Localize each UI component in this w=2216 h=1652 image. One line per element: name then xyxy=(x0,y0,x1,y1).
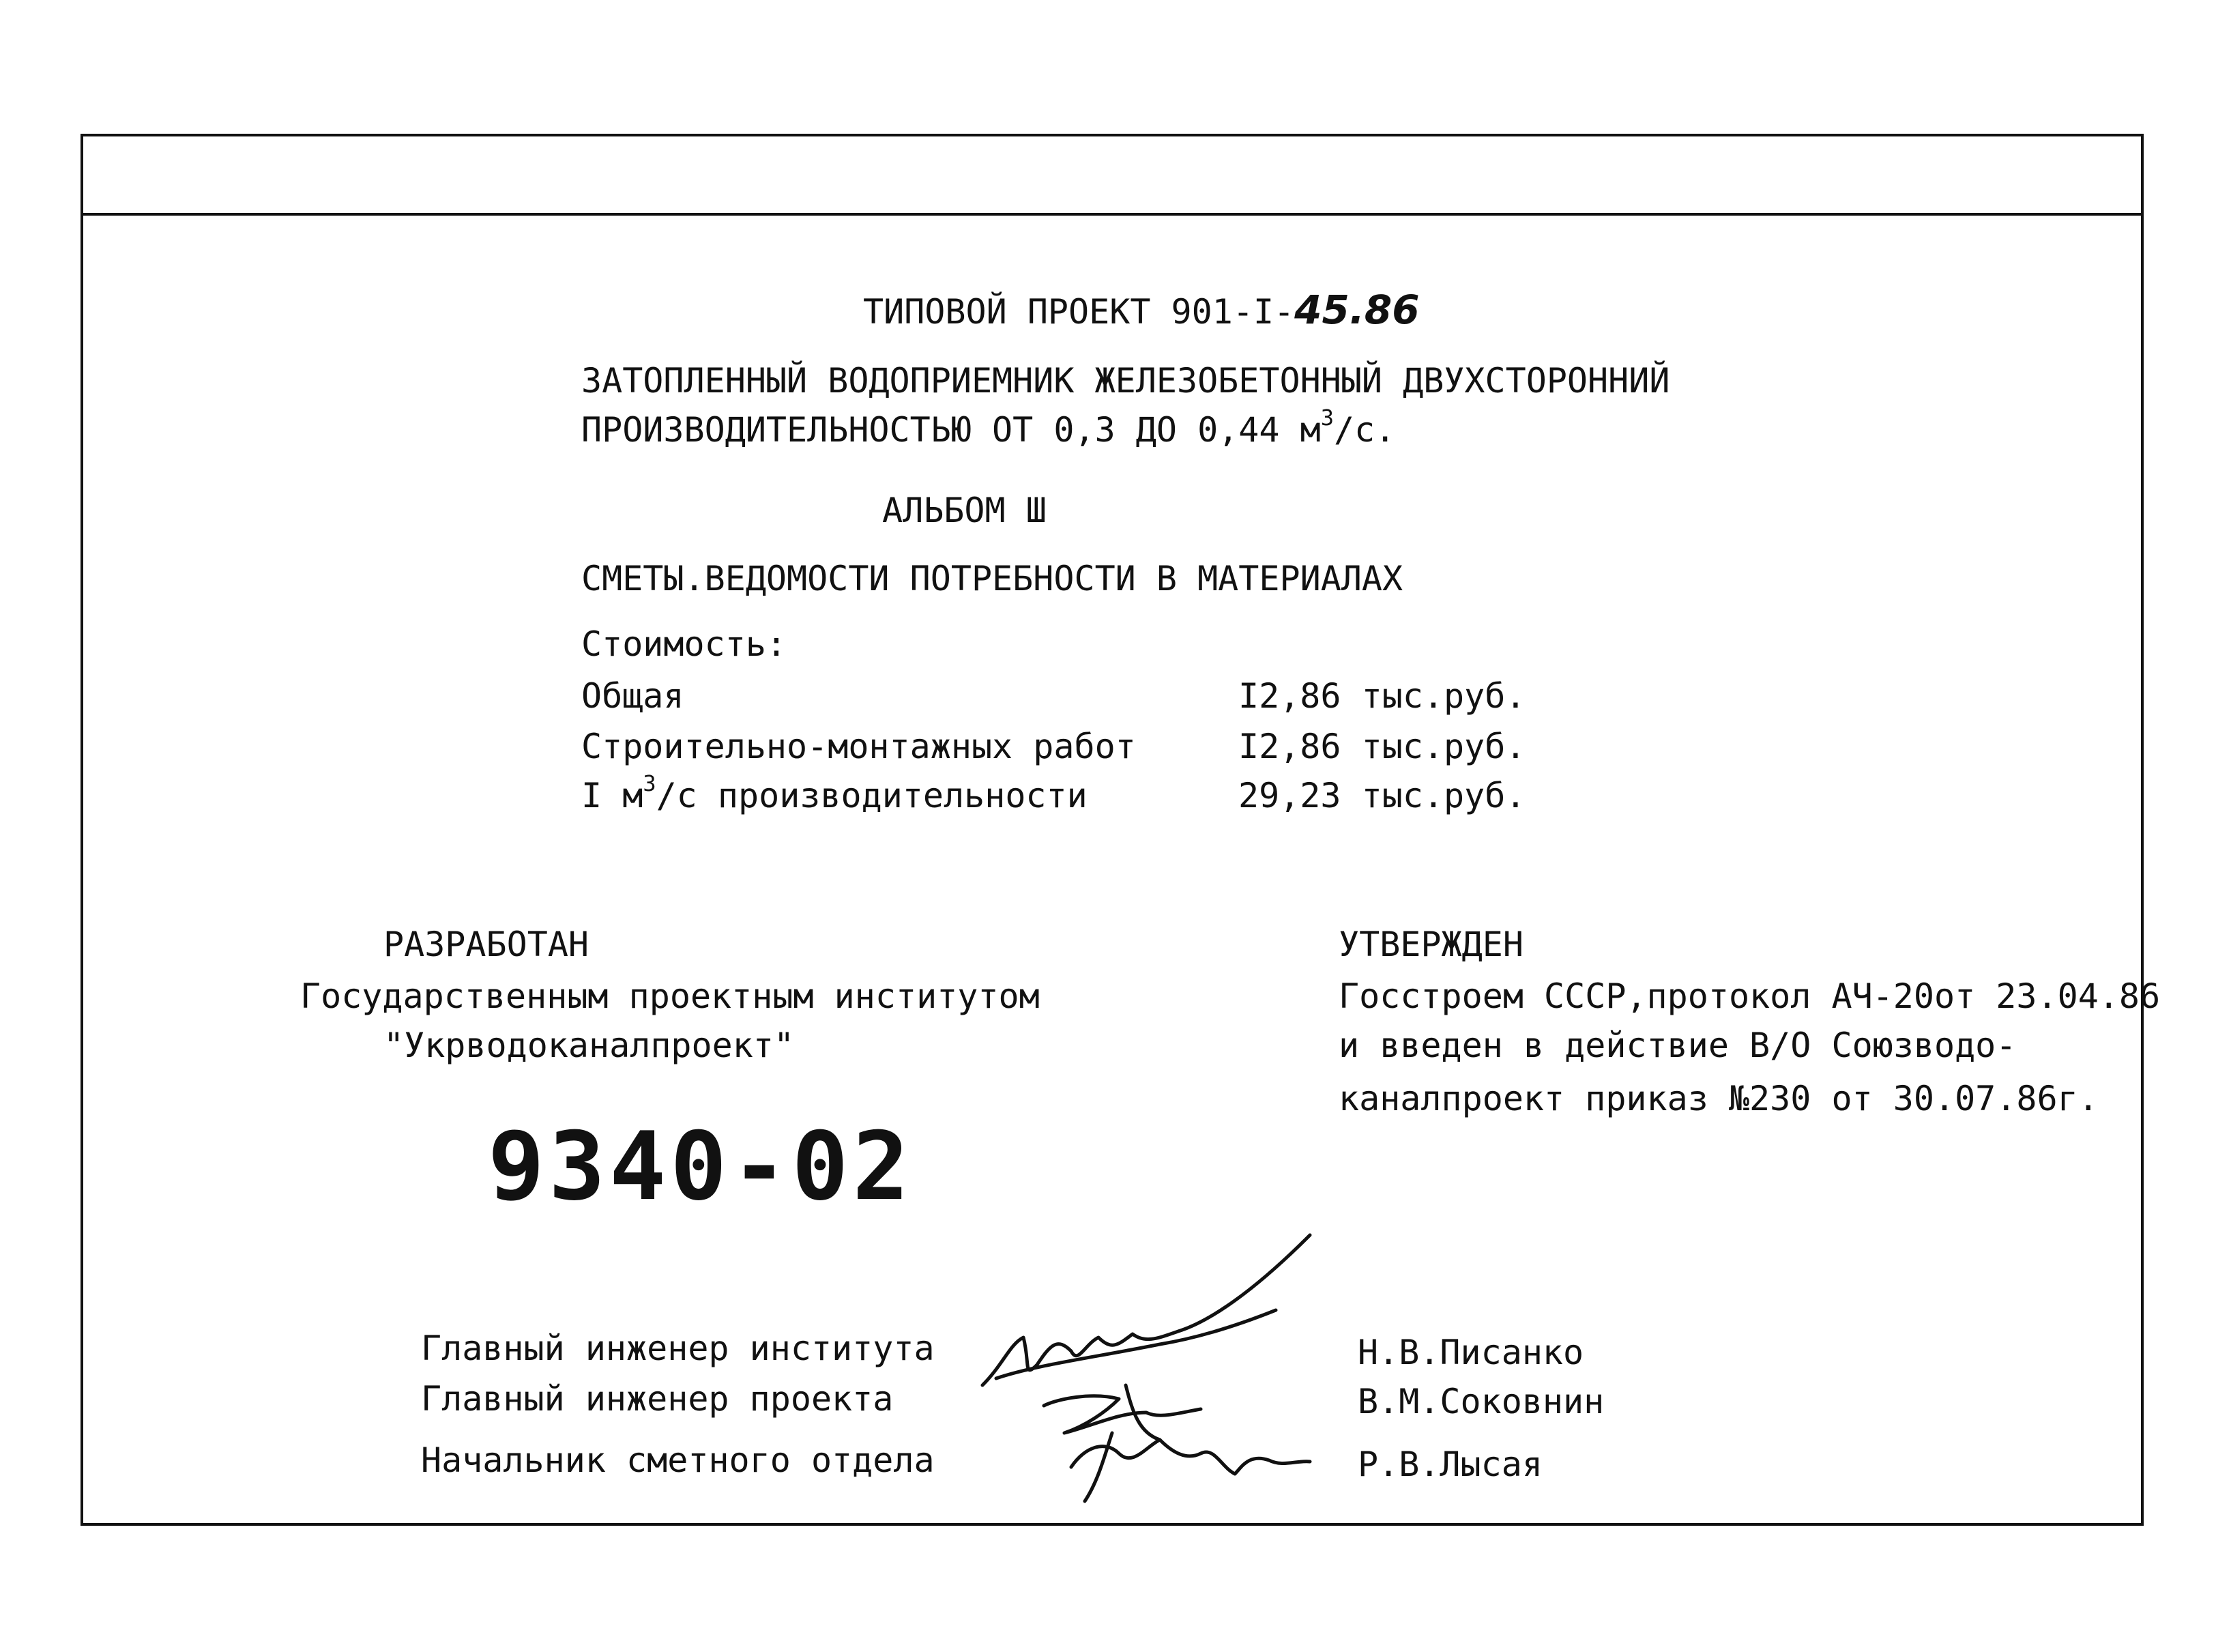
signatory-name-3: Р.В.Лысая xyxy=(1358,1445,1543,1484)
project-label: ТИПОВОЙ ПРОЕКТ 901-I- xyxy=(863,292,1295,332)
cost-label-capacity: I $м^3/с$ производительности xyxy=(581,770,1088,815)
cost-value-construction: I2,86 тыс.руб. xyxy=(1238,727,1526,766)
cost-label-total: Общая xyxy=(581,676,684,716)
project-title xyxy=(863,289,1420,332)
handwritten-signatures xyxy=(955,1208,1337,1508)
approved-heading: УТВЕРЖДЕН xyxy=(1339,925,1524,964)
signatory-position-2: Главный инженер проекта xyxy=(421,1379,894,1419)
cost-value-capacity: 29,23 тыс.руб. xyxy=(1238,776,1526,815)
cost-heading: Стоимость: xyxy=(581,624,787,664)
developed-heading: РАЗРАБОТАН xyxy=(383,925,589,964)
developed-line2: "Укрводоканалпроект" xyxy=(383,1026,795,1065)
cost-label-construction: Строительно-монтажных работ xyxy=(581,727,1136,766)
developed-line1: Государственным проектным институтом xyxy=(300,976,1040,1016)
subtitle-line2: ПРОИЗВОДИТЕЛЬНОСТЬЮ ОТ 0,3 ДО 0,44 $м^3/с$. xyxy=(581,405,1396,450)
frame-top-rule xyxy=(81,213,2144,216)
signatory-name-2: В.М.Соковнин xyxy=(1358,1382,1605,1421)
signatory-name-1: Н.В.Писанко xyxy=(1358,1333,1584,1372)
album-label: АЛЬБОМ Ш xyxy=(882,491,1047,530)
signatory-position-3: Начальник сметного отдела xyxy=(421,1440,935,1480)
project-number-handwritten: 45.86 xyxy=(1294,287,1420,333)
section-title: СМЕТЫ.ВЕДОМОСТИ ПОТРЕБНОСТИ В МАТЕРИАЛАХ xyxy=(581,559,1403,598)
subtitle-line1: ЗАТОПЛЕННЫЙ ВОДОПРИЕМНИК ЖЕЛЕЗОБЕТОННЫЙ ДВУХСТОРОННИЙ xyxy=(581,361,1670,401)
approved-line3: каналпроект приказ №230 от 30.07.86г. xyxy=(1339,1079,2099,1118)
signatory-position-1: Главный инженер института xyxy=(421,1329,935,1368)
cost-value-total: I2,86 тыс.руб. xyxy=(1238,676,1526,716)
stamp-number: 9340-02 xyxy=(488,1112,914,1221)
approved-line1: Госстроем СССР,протокол АЧ-20от 23.04.86 xyxy=(1339,976,2161,1016)
approved-line2: и введен в действие В/О Союзводо- xyxy=(1339,1026,2017,1065)
